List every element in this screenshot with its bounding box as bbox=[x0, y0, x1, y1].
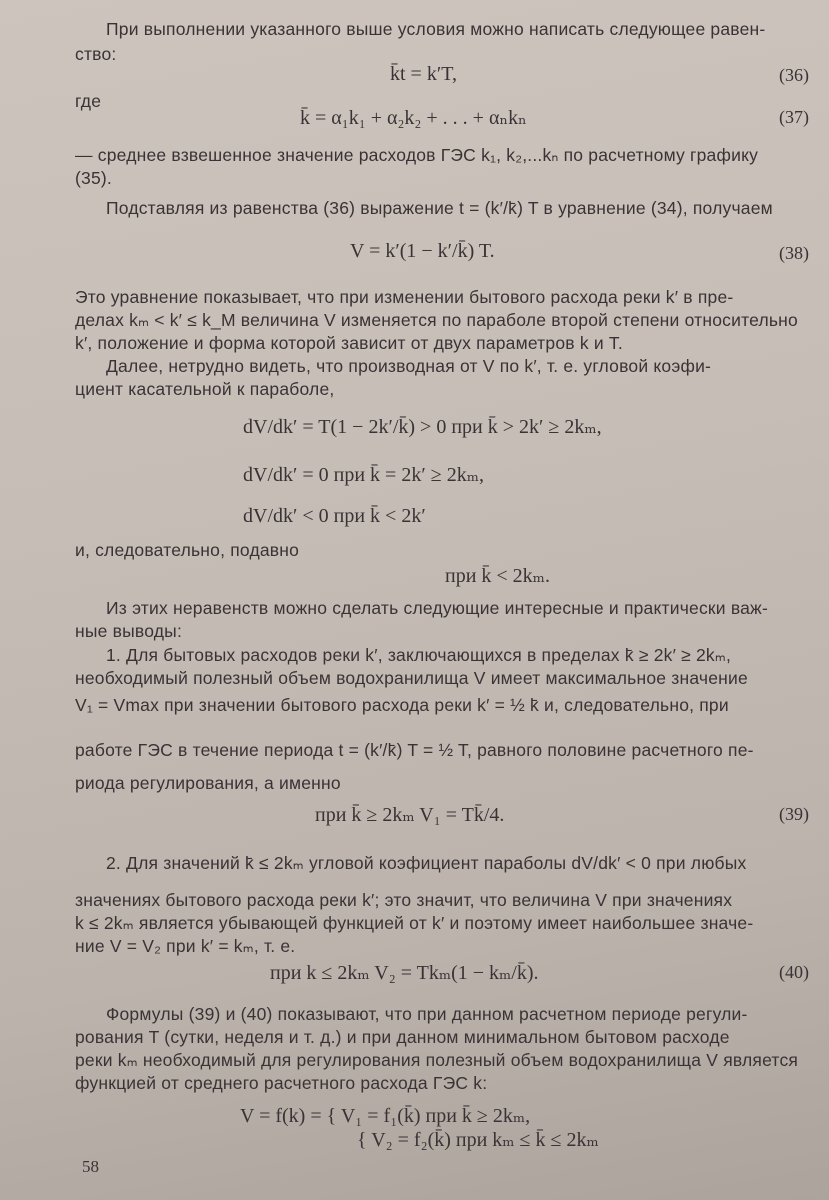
paragraph-line: где bbox=[75, 91, 102, 111]
equation-piecewise-1: V = f(k) = { V₁ = f₁(k̄) при k̄ ≥ 2kₘ, bbox=[240, 1105, 531, 1127]
paragraph-line: k ≤ 2kₘ является убывающей функцией от k′ и поэтому имеет наибольшее значе- bbox=[75, 913, 754, 933]
paragraph-line: делах kₘ < k′ ≤ k_M величина V изменяется по параболе второй степени относительно bbox=[75, 310, 798, 330]
paragraph-line: циент касательной к параболе, bbox=[75, 379, 335, 399]
paragraph-line: V₁ = Vmax при значении бытового расхода реки k′ = ½ k̄ и, следовательно, при bbox=[75, 695, 729, 715]
paragraph-line: k′, положение и форма которой зависит от двух параметров k и T. bbox=[75, 333, 623, 353]
paragraph-line: ние V = V₂ при k′ = kₘ, т. е. bbox=[75, 936, 296, 956]
paragraph-line: ные выводы: bbox=[75, 621, 183, 641]
inequality-negative: dV/dk′ < 0 при k̄ < 2k′ bbox=[243, 505, 426, 527]
equation-39: при k̄ ≥ 2kₘ V₁ = Tk̄/4. bbox=[315, 804, 505, 826]
paragraph-line: значениях бытового расхода реки k′; это значит, что величина V при значениях bbox=[75, 890, 733, 910]
inequality-positive: dV/dk′ = T(1 − 2k′/k̄) > 0 при k̄ > 2k′ ≥ 2kₘ, bbox=[243, 416, 602, 438]
paragraph-line: Подставляя из равенства (36) выражение t = (k′/k̄) T в уравнение (34), получаем bbox=[106, 198, 773, 218]
equation-number: (39) bbox=[779, 804, 809, 824]
inequality-km: при k̄ < 2kₘ. bbox=[445, 565, 550, 587]
equation-number: (36) bbox=[779, 65, 809, 85]
equation-number: (38) bbox=[779, 243, 809, 263]
paragraph-line: функцией от среднего расчетного расхода ГЭС k: bbox=[75, 1073, 488, 1093]
paragraph-line: (35). bbox=[75, 168, 112, 188]
paragraph-line: Это уравнение показывает, что при изменении бытового расхода реки k′ в пре- bbox=[75, 287, 734, 307]
paragraph-line: и, следовательно, подавно bbox=[75, 540, 300, 560]
equation-38: V = k′(1 − k′/k̄) T. bbox=[350, 240, 495, 262]
inequality-zero: dV/dk′ = 0 при k̄ = 2k′ ≥ 2kₘ, bbox=[243, 464, 484, 486]
paragraph-line: Формулы (39) и (40) показывают, что при данном расчетном периоде регули- bbox=[106, 1004, 748, 1024]
paragraph-line: — среднее взвешенное значение расходов ГЭС k₁, k₂,...kₙ по расчетному графику bbox=[75, 145, 759, 165]
paragraph-line: Из этих неравенств можно сделать следующие интересные и практически важ- bbox=[106, 598, 768, 618]
equation-40: при k ≤ 2kₘ V₂ = Tkₘ(1 − kₘ/k̄). bbox=[270, 962, 539, 984]
paragraph-line: Далее, нетрудно видеть, что производная от V по k′, т. е. угловой коэфи- bbox=[106, 356, 712, 376]
paragraph-line: 1. Для бытовых расходов реки k′, заключающихся в пределах k̄ ≥ 2k′ ≥ 2kₘ, bbox=[106, 645, 732, 665]
paragraph-line: работе ГЭС в течение периода t = (k′/k̄) T = ½ T, равного половине расчетного пе- bbox=[75, 740, 754, 760]
equation-number: (40) bbox=[779, 962, 809, 982]
equation-number: (37) bbox=[779, 107, 809, 127]
paragraph-line: При выполнении указанного выше условия можно написать следующее равен- bbox=[106, 19, 766, 39]
paragraph-line: необходимый полезный объем водохранилища V имеет максимальное значение bbox=[75, 668, 748, 688]
paragraph-line: ство: bbox=[75, 44, 117, 64]
page-number: 58 bbox=[82, 1157, 99, 1176]
paragraph-line: 2. Для значений k̄ ≤ 2kₘ угловой коэфициент параболы dV/dk′ < 0 при любых bbox=[106, 853, 747, 873]
paragraph-line: риода регулирования, а именно bbox=[75, 773, 341, 793]
equation-36: k̄t = k′T, bbox=[390, 63, 457, 85]
paragraph-line: реки kₘ необходимый для регулирования полезный объем водохранилища V является bbox=[75, 1050, 799, 1070]
equation-37: k̄ = α₁k₁ + α₂k₂ + . . . + αₙkₙ bbox=[300, 107, 527, 129]
paragraph-line: рования T (сутки, неделя и т. д.) и при данном минимальном бытовом расходе bbox=[75, 1027, 730, 1047]
equation-piecewise-2: { V₂ = f₂(k̄) при kₘ ≤ k̄ ≤ 2kₘ bbox=[357, 1129, 599, 1151]
